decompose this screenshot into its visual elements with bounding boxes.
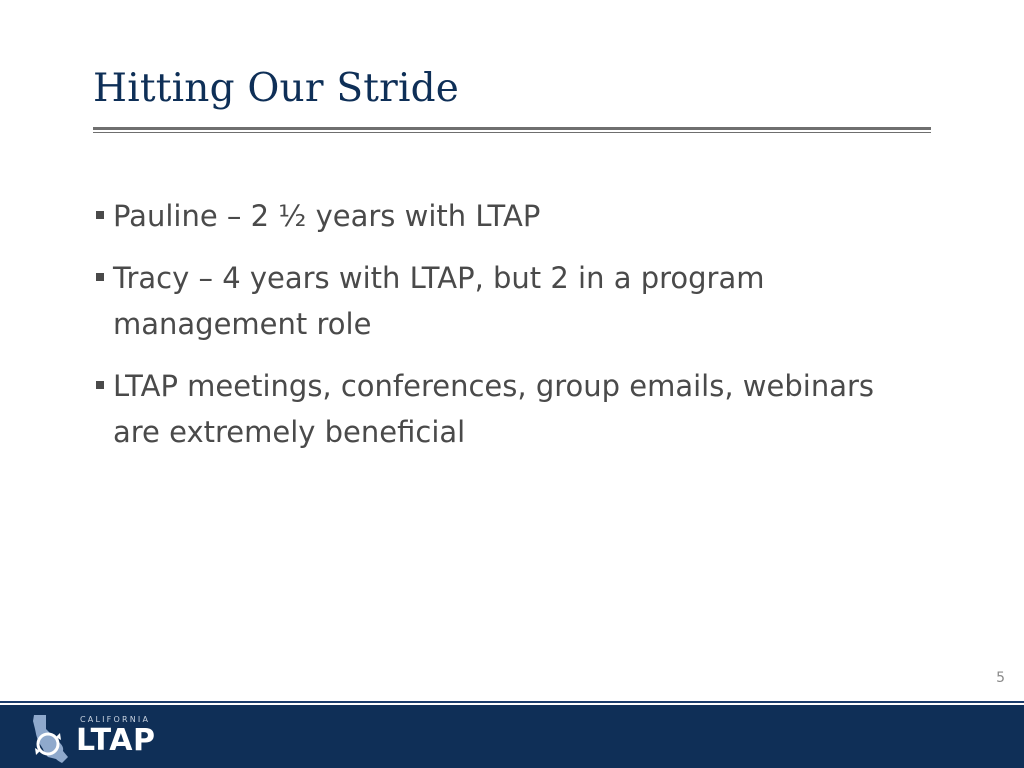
square-bullet-icon: [96, 273, 104, 281]
page-number: 5: [996, 670, 1005, 686]
square-bullet-icon: [96, 211, 104, 219]
ltap-logo: [30, 713, 170, 765]
bullet-item: [93, 255, 923, 347]
california-state-icon: [30, 713, 74, 765]
logo-wordmark: LTAP: [76, 723, 156, 758]
bullet-item: [93, 363, 923, 455]
title-divider-thick: [93, 127, 931, 130]
bullet-item: [93, 193, 923, 239]
square-bullet-icon: [96, 381, 104, 389]
bullet-text: LTAP meetings, conferences, group emails, webinars are extremely beneficial: [113, 369, 874, 449]
title-divider-thin: [93, 132, 931, 133]
bullet-text: Tracy – 4 years with LTAP, but 2 in a program management role: [113, 261, 765, 341]
footer-divider: [0, 701, 1024, 703]
slide-title: Hitting Our Stride: [93, 66, 460, 111]
title-divider: [93, 127, 931, 134]
footer-bar: [0, 705, 1024, 768]
bullet-text: Pauline – 2 ½ years with LTAP: [113, 199, 541, 233]
logo-subtitle: CALIFORNIA: [80, 715, 151, 724]
bullet-list: [93, 193, 923, 471]
